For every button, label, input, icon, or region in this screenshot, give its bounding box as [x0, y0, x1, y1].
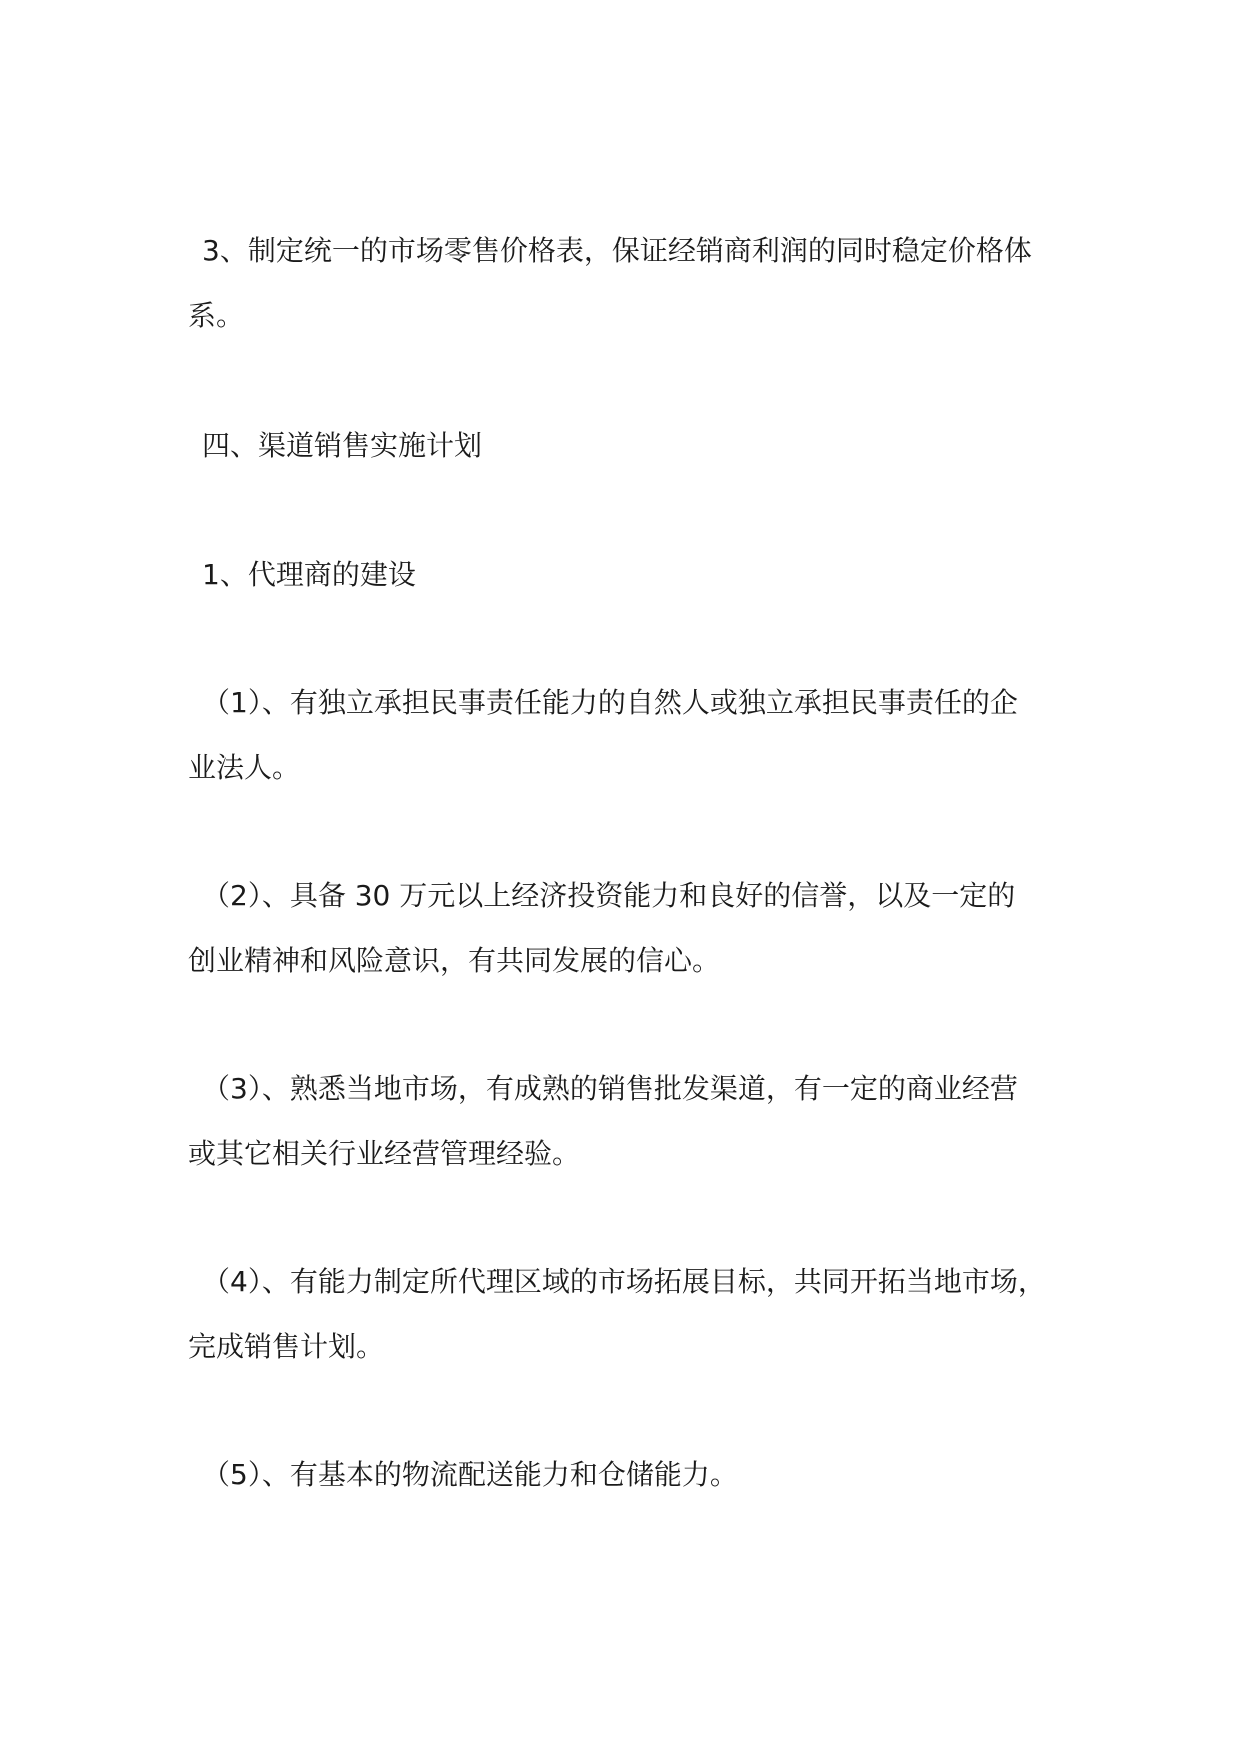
paragraph-line: （2）、具备 30 万元以上经济投资能力和良好的信誉，以及一定的 [202, 879, 1016, 912]
subheading: 1、代理商的建设 [202, 558, 416, 591]
paragraph-line: 或其它相关行业经营管理经验。 [188, 1137, 581, 1170]
paragraph-requirement-3 [188, 1056, 1088, 1186]
paragraph-line: 系。 [188, 299, 245, 332]
paragraph-requirement-4 [188, 1249, 1088, 1379]
paragraph-line: 完成销售计划。 [188, 1330, 385, 1363]
paragraph-price-table [188, 218, 1088, 348]
paragraph-line: 3、制定统一的市场零售价格表，保证经销商利润的同时稳定价格体 [202, 234, 1032, 267]
paragraph-line: （1）、有独立承担民事责任能力的自然人或独立承担民事责任的企 [202, 686, 1018, 719]
paragraph-line: 创业精神和风险意识，有共同发展的信心。 [188, 944, 721, 977]
paragraph-requirement-5 [188, 1442, 1088, 1507]
paragraph-line: 业法人。 [188, 751, 301, 784]
paragraph-line: （3）、熟悉当地市场，有成熟的销售批发渠道，有一定的商业经营 [202, 1072, 1018, 1105]
subheading-agent-construction [188, 542, 1088, 607]
paragraph-requirement-1 [188, 670, 1088, 800]
section-heading-channel-plan [188, 413, 1088, 478]
paragraph-requirement-2 [188, 863, 1088, 993]
paragraph-line: （4）、有能力制定所代理区域的市场拓展目标，共同开拓当地市场， [202, 1265, 1046, 1298]
paragraph-line: （5）、有基本的物流配送能力和仓储能力。 [202, 1458, 738, 1491]
section-heading: 四、渠道销售实施计划 [202, 429, 483, 462]
